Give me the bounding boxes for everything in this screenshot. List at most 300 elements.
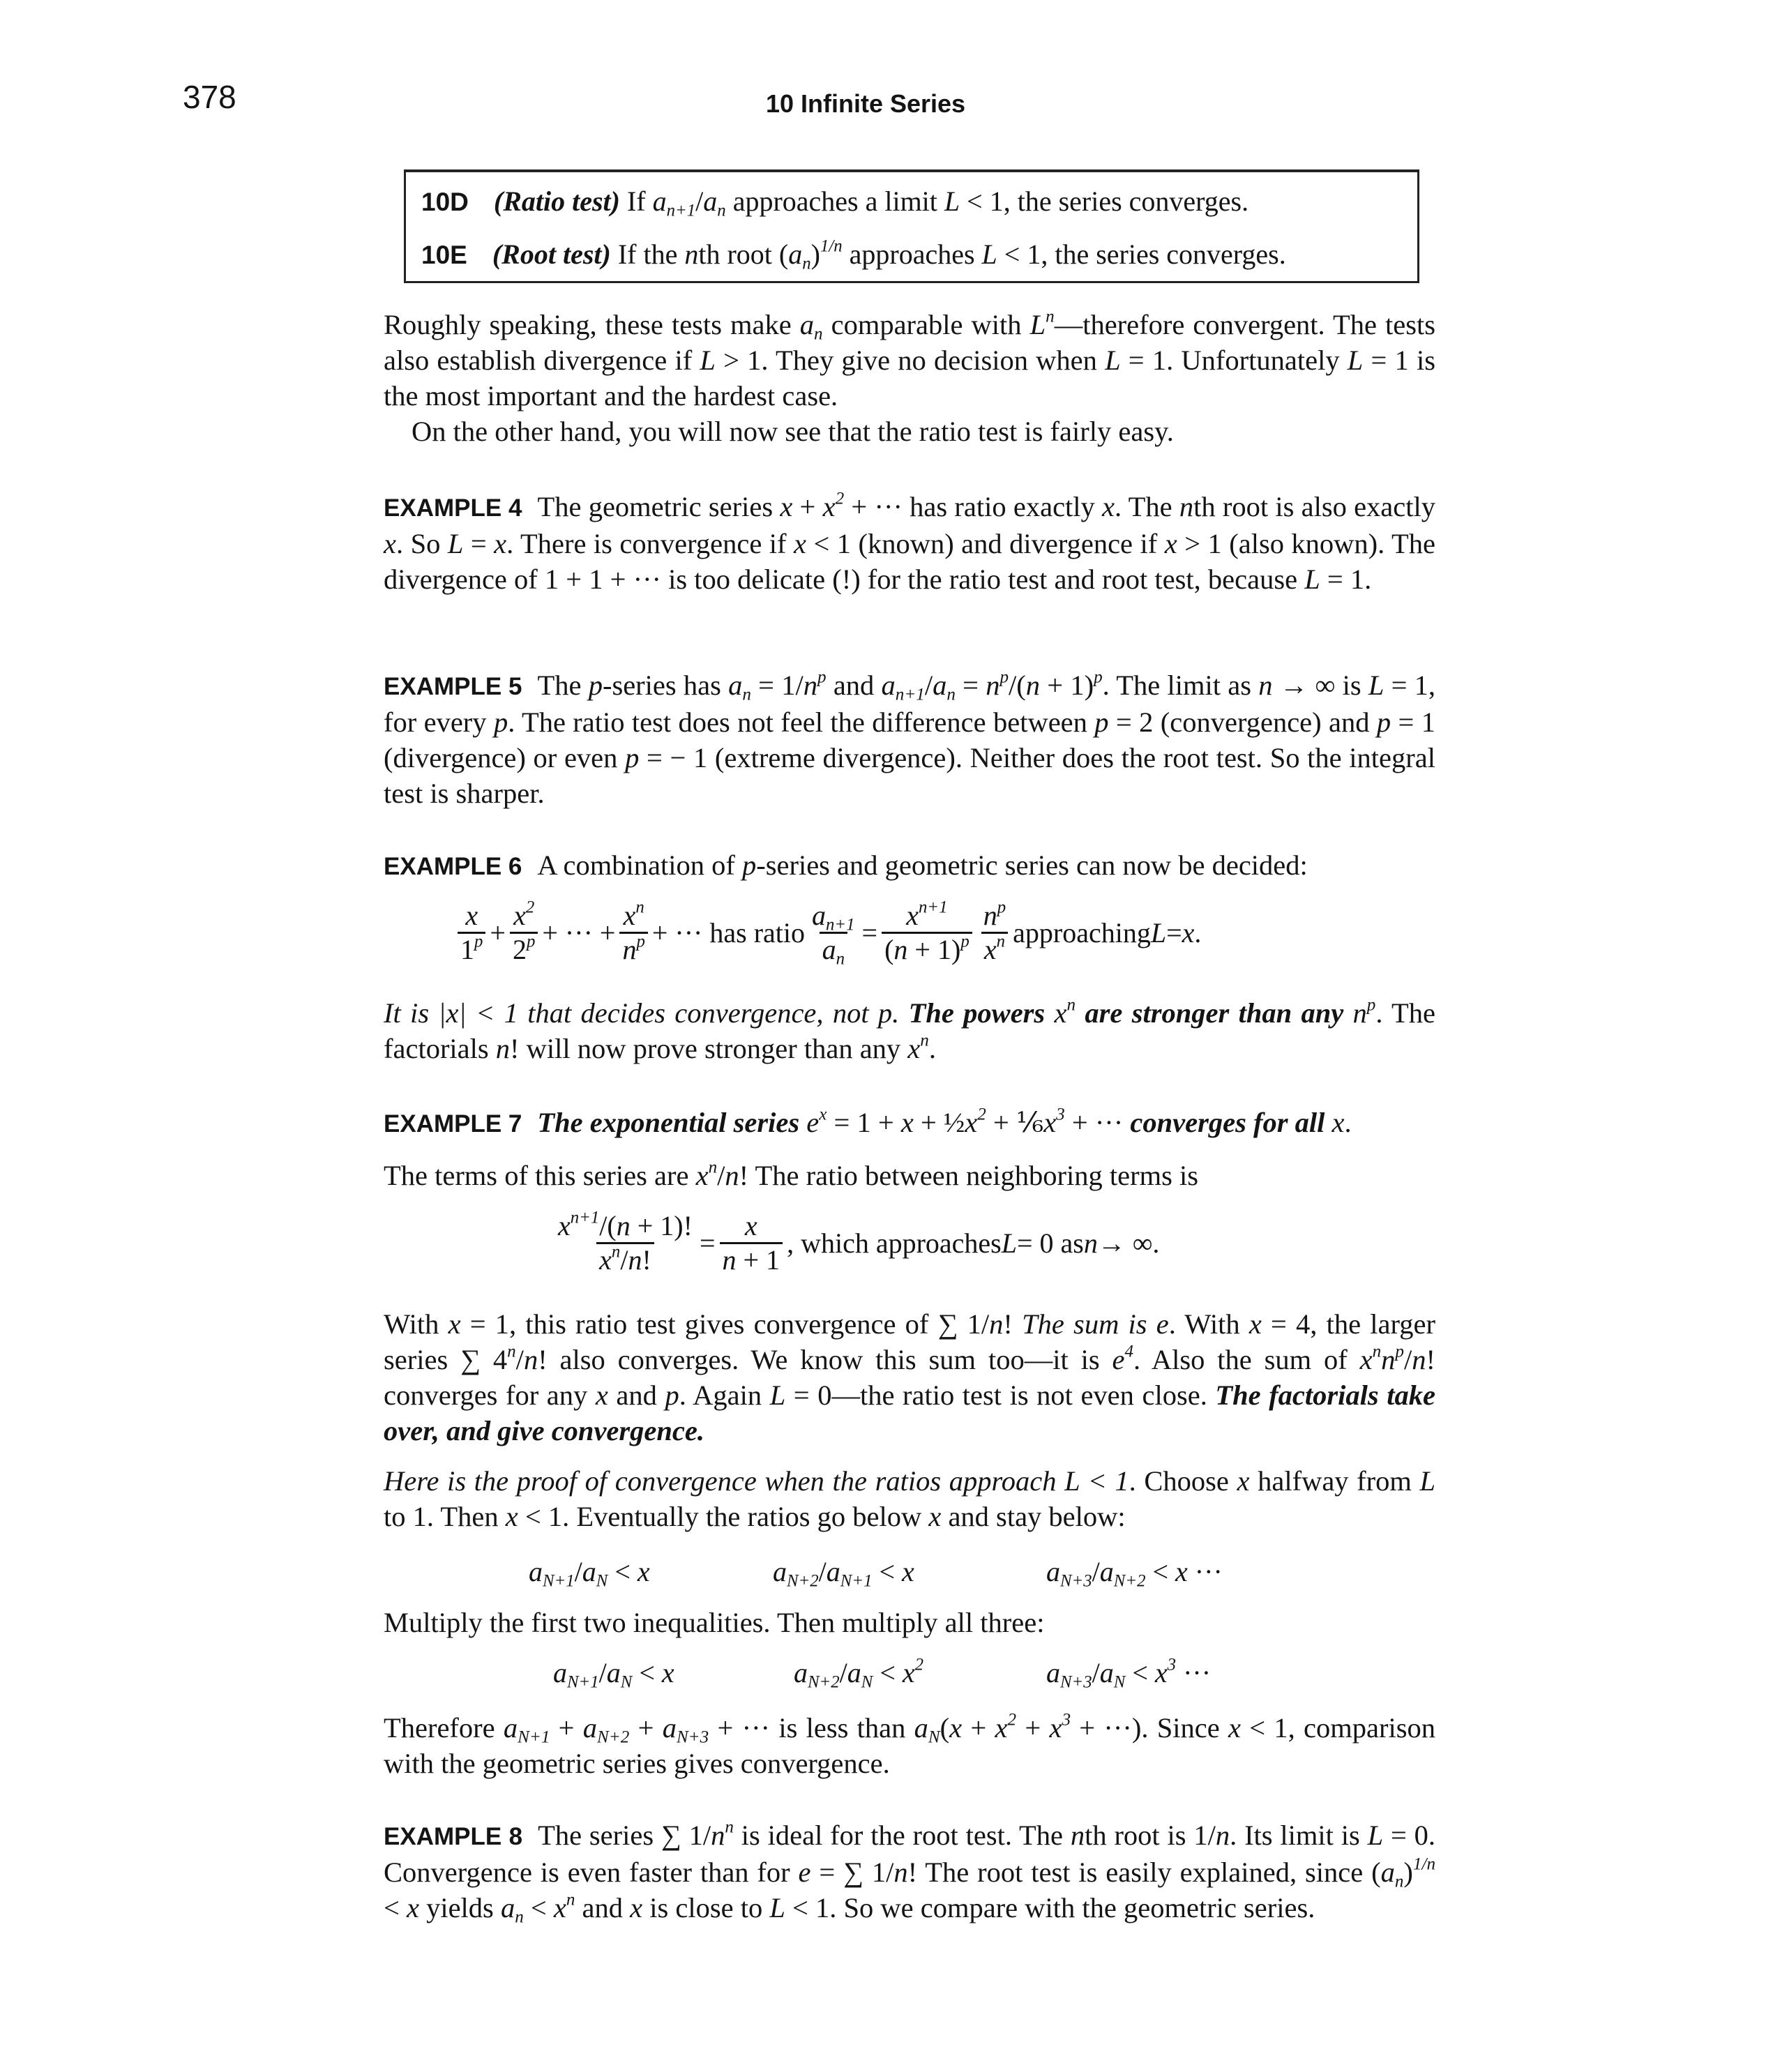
- text-run: < 1 (known) and divergence if: [806, 528, 1165, 559]
- text-run: yields: [418, 1892, 501, 1923]
- superscript: 2: [525, 898, 535, 917]
- test-label: 10D: [421, 188, 469, 216]
- superscript: p: [817, 667, 827, 687]
- text-run: Multiply the first two inequalities. Then multiply all three:: [384, 1607, 1045, 1638]
- text-run: x: [1228, 1712, 1241, 1744]
- text-run: ! will now prove stronger than any: [510, 1033, 908, 1064]
- text-run: x: [406, 1892, 419, 1923]
- page-number: 378: [183, 79, 236, 115]
- text-run: x: [995, 1712, 1008, 1744]
- subscript: N+2: [1113, 1571, 1146, 1591]
- fraction: [458, 900, 485, 966]
- text-run: and: [608, 1379, 665, 1411]
- superscript: n: [708, 1158, 718, 1177]
- text-run: a: [881, 670, 896, 701]
- text-run: L: [981, 239, 997, 270]
- text-run: x: [1154, 1657, 1168, 1688]
- paragraph: [384, 995, 1435, 1066]
- text-run: + ···). Since: [1071, 1712, 1228, 1744]
- text-run: → ∞.: [1097, 1227, 1160, 1259]
- test-10d: [421, 185, 1248, 218]
- numerator: [462, 900, 481, 932]
- text-run: x: [793, 528, 806, 559]
- fraction: [981, 900, 1009, 966]
- superscript: n: [1372, 1342, 1382, 1361]
- superscript: 2: [914, 1655, 924, 1674]
- text-run: = 1 is the most important and the hardest case.: [384, 345, 1435, 411]
- superscript: 3: [1056, 1105, 1065, 1124]
- text-run: <: [632, 1657, 662, 1688]
- text-run: . The ratio test does not feel the difference between: [508, 706, 1095, 738]
- text-run: L: [1367, 1820, 1384, 1851]
- inequalities-row-1: [0, 1555, 1773, 1590]
- text-run: =: [861, 917, 878, 948]
- text-run: n: [684, 239, 699, 270]
- inequality: [1046, 1555, 1223, 1591]
- numerator: [981, 900, 1009, 932]
- text-run: n: [983, 900, 997, 931]
- text-run: a: [606, 1657, 621, 1688]
- text-run: x: [1237, 1465, 1250, 1497]
- text-run: x: [949, 1712, 963, 1744]
- text-run: p: [1094, 706, 1109, 738]
- text-run: = 1 +: [827, 1107, 901, 1138]
- superscript: p: [526, 932, 536, 951]
- superscript: p: [474, 932, 483, 951]
- subscript: N: [620, 1672, 633, 1692]
- text-run: n: [722, 1244, 737, 1276]
- text-run: /: [515, 1344, 524, 1375]
- superscript: p: [999, 667, 1009, 687]
- text-run: = 0 as: [1016, 1227, 1084, 1259]
- text-run: a: [773, 1556, 787, 1587]
- text-run: —therefore convergent. The tests also establish divergence if: [384, 309, 1436, 376]
- text-run: comparable with: [822, 309, 1030, 340]
- text-run: L: [769, 1379, 786, 1411]
- text-run: (: [884, 934, 894, 965]
- paragraph: [384, 1463, 1435, 1534]
- text-run: = ∑ 1/: [810, 1857, 894, 1888]
- text-run: x: [637, 1556, 650, 1587]
- paragraph-after-example-6: [384, 995, 1435, 1066]
- text-run: to 1. Then: [384, 1501, 506, 1532]
- example-8: [384, 1817, 1435, 1926]
- text-run: n: [1258, 670, 1273, 701]
- inequality: [794, 1655, 924, 1692]
- text-run: . Also the sum of: [1133, 1344, 1360, 1375]
- text-run: ! also converges. We know this sum too—it is: [538, 1344, 1112, 1375]
- superscript: p: [1395, 1342, 1404, 1361]
- denominator: [820, 932, 847, 969]
- text-run: n: [725, 1160, 739, 1191]
- example-label: EXAMPLE 6: [384, 853, 522, 880]
- text-run: L: [1419, 1465, 1436, 1497]
- denominator: [720, 1242, 783, 1276]
- text-run: /: [574, 1556, 582, 1587]
- test-text: [493, 186, 1249, 220]
- test-label: 10E: [421, 241, 467, 269]
- text-run: x: [513, 900, 526, 931]
- text-run: x: [1043, 1107, 1057, 1138]
- text-run: n: [1381, 1344, 1396, 1375]
- text-run: = 0. Convergence is even faster than for: [384, 1820, 1435, 1888]
- text-run: L: [1304, 564, 1320, 595]
- text-run: = 1.: [1320, 564, 1372, 595]
- text-run: a: [582, 1712, 598, 1744]
- text-run: = 1, this ratio test gives convergence of ∑ 1/: [460, 1308, 990, 1340]
- superscript: n: [635, 898, 644, 917]
- text-run: a: [1099, 1556, 1114, 1587]
- inequality: [1046, 1655, 1212, 1692]
- text-run: . The factorials: [384, 997, 1436, 1064]
- text-run: + ½: [913, 1107, 965, 1138]
- text-run: /(: [1009, 670, 1026, 701]
- subscript: N: [596, 1571, 608, 1591]
- subscript: N+1: [840, 1571, 873, 1591]
- text-run: .: [928, 1033, 936, 1064]
- subscript: N+1: [543, 1571, 575, 1591]
- paragraph: [384, 414, 1435, 449]
- terms-paragraph: [384, 1158, 1435, 1193]
- fraction: [882, 900, 972, 966]
- superscript: 2: [977, 1105, 986, 1124]
- text-run: + ··· has ratio: [651, 917, 805, 948]
- running-header: [0, 89, 1773, 119]
- text-run: , which approaches: [787, 1227, 1002, 1259]
- text-run: x: [448, 1308, 461, 1340]
- example-text: [537, 849, 1307, 881]
- theorem-box: [404, 169, 1419, 283]
- text-run: x: [1175, 1556, 1188, 1587]
- superscript: p: [1094, 667, 1103, 687]
- text-run: +: [792, 491, 823, 522]
- text-run: n: [616, 1210, 631, 1241]
- subscript: N+2: [808, 1672, 840, 1692]
- text-run: . With: [1168, 1308, 1249, 1340]
- superscript: 1/n: [1412, 1854, 1436, 1874]
- text-run: n: [1412, 1344, 1426, 1375]
- superscript: n: [996, 932, 1005, 951]
- text-run: The geometric series: [537, 491, 780, 522]
- text-run: + 1)!: [630, 1210, 693, 1241]
- text-run: /: [1092, 1657, 1100, 1688]
- text-run: . The: [1115, 491, 1179, 522]
- text-run: +: [1016, 1712, 1050, 1744]
- text-run: + ··· is less than: [709, 1712, 914, 1744]
- text-run: The series ∑ 1/: [538, 1820, 711, 1851]
- example-label: EXAMPLE 5: [384, 673, 522, 700]
- text-run: a: [662, 1712, 677, 1744]
- text-run: n: [495, 1033, 511, 1064]
- with-paragraph: [384, 1306, 1435, 1449]
- text-run: x: [1049, 1712, 1062, 1744]
- text-run: L: [944, 186, 960, 217]
- therefore-paragraph: [384, 1710, 1435, 1781]
- text-run: and: [826, 670, 882, 701]
- text-run: a: [812, 900, 826, 931]
- superscript: p: [997, 898, 1006, 917]
- text-run: /: [598, 1657, 607, 1688]
- text-run: n: [1179, 491, 1194, 522]
- text-run: a: [652, 186, 667, 217]
- text-run: a: [703, 186, 718, 217]
- text-run: (: [940, 1712, 950, 1744]
- text-run: x: [558, 1210, 571, 1241]
- superscript: p: [1366, 995, 1376, 1015]
- subscript: N+2: [787, 1571, 819, 1591]
- text-run: L: [1150, 917, 1167, 948]
- subscript: n: [1394, 1872, 1404, 1891]
- superscript: n+1: [919, 898, 948, 917]
- text-run: ···: [1176, 1657, 1212, 1688]
- subscript: n+1: [895, 685, 925, 704]
- text-run: x: [928, 1501, 942, 1532]
- text-run: < 1, the series converges.: [997, 239, 1286, 270]
- text-run: x: [494, 528, 507, 559]
- text-run: The exponential series: [537, 1107, 807, 1138]
- example-4: [384, 489, 1435, 597]
- subscript: n: [515, 1907, 524, 1927]
- text-run: p: [1376, 706, 1391, 738]
- example-text: [537, 1107, 1351, 1138]
- inequality: [529, 1555, 650, 1591]
- fraction: [809, 900, 858, 969]
- text-run: ): [1403, 1857, 1413, 1888]
- text-run: n: [893, 934, 908, 965]
- example-text: [384, 667, 1436, 809]
- text-run: a: [847, 1657, 861, 1688]
- text-run: a: [799, 309, 814, 340]
- denominator: [882, 932, 972, 966]
- text-run: (Root test): [492, 239, 611, 270]
- paragraph: [384, 307, 1435, 414]
- text-run: a: [1099, 1657, 1114, 1688]
- text-run: a: [794, 1657, 808, 1688]
- text-run: x: [599, 1244, 612, 1276]
- text-run: a: [553, 1657, 567, 1688]
- text-run: + ··· +: [542, 917, 616, 948]
- text-run: a: [728, 670, 743, 701]
- text-run: = 1/: [750, 670, 803, 701]
- proof-paragraph: [384, 1463, 1435, 1534]
- text-run: a: [529, 1556, 543, 1587]
- text-run: are stronger than any: [1076, 997, 1353, 1029]
- text-run: The factorials take over, and give convergence.: [384, 1379, 1435, 1446]
- text-run: /: [620, 1244, 628, 1276]
- text-run: -series has: [602, 670, 729, 701]
- text-run: /: [1403, 1344, 1412, 1375]
- text-run: x: [822, 491, 836, 522]
- subscript: N: [1113, 1672, 1126, 1692]
- superscript: p: [636, 932, 645, 951]
- numerator: [742, 1210, 760, 1242]
- intro-paragraph: [384, 307, 1435, 449]
- text-run: Roughly speaking, these tests make: [384, 309, 800, 340]
- text-run: = 2 (convergence) and: [1108, 706, 1377, 738]
- text-run: a: [500, 1892, 515, 1923]
- text-run: x: [1164, 528, 1177, 559]
- text-run: n: [711, 1820, 725, 1851]
- fraction: [510, 900, 538, 966]
- text-run: x: [1182, 917, 1195, 948]
- text-run: .: [1194, 917, 1202, 948]
- text-run: e: [806, 1107, 820, 1138]
- text-run: x: [465, 900, 478, 931]
- paragraph: [384, 1605, 1435, 1640]
- text-run: x: [505, 1501, 518, 1532]
- subscript: n: [717, 201, 726, 220]
- text-run: n: [893, 1857, 908, 1888]
- text-run: + ··· has ratio exactly: [844, 491, 1103, 522]
- subscript: N+1: [518, 1727, 550, 1747]
- text-run: n: [628, 1244, 642, 1276]
- example-text: [384, 491, 1435, 595]
- text-run: 2: [512, 934, 527, 965]
- text-run: a: [582, 1556, 596, 1587]
- text-run: <: [873, 1657, 903, 1688]
- text-run: If the: [610, 239, 685, 270]
- example-label: EXAMPLE 8: [384, 1823, 523, 1850]
- numerator: [555, 1210, 695, 1242]
- text-run: x: [965, 1107, 978, 1138]
- fraction: [720, 1210, 783, 1276]
- text-run: +: [629, 1712, 663, 1744]
- text-run: n: [1352, 997, 1367, 1029]
- text-run: x: [1248, 1308, 1262, 1340]
- text-run: x: [906, 900, 919, 931]
- text-run: L: [1001, 1227, 1017, 1259]
- text-run: ! converges for any: [384, 1344, 1435, 1411]
- superscript: 4: [1124, 1342, 1134, 1361]
- text-run: x: [630, 1892, 643, 1923]
- text-run: = 1, for every: [384, 670, 1436, 738]
- text-run: /: [839, 1657, 847, 1688]
- example-7: [384, 1105, 1435, 1142]
- superscript: p: [960, 932, 970, 951]
- superscript: 3: [1062, 1710, 1071, 1730]
- text-run: A combination of: [537, 849, 742, 881]
- text-run: n: [803, 670, 818, 701]
- example-text: [384, 1817, 1436, 1927]
- text-run: is ideal for the root test. The: [733, 1820, 1071, 1851]
- text-run: /: [818, 1556, 827, 1587]
- text-run: x: [1102, 491, 1115, 522]
- text-run: x: [623, 900, 636, 931]
- text-run: The terms of this series are: [384, 1160, 696, 1191]
- text-run: a: [933, 670, 947, 701]
- text-run: th root (: [698, 239, 789, 270]
- text-run: = − 1 (extreme divergence). Neither does the root test. So the integral test is sharper.: [384, 742, 1435, 809]
- text-run: a: [822, 934, 836, 965]
- subscript: n: [802, 254, 811, 273]
- text-run: +: [550, 1712, 583, 1744]
- text-run: is close to: [642, 1892, 770, 1923]
- text-run: a: [826, 1556, 840, 1587]
- text-run: Here is the proof of convergence when the ratios approach L < 1: [384, 1465, 1129, 1497]
- superscript: x: [819, 1105, 827, 1124]
- text-run: The powers: [908, 997, 1055, 1029]
- superscript: n: [725, 1817, 734, 1837]
- text-run: <: [523, 1892, 554, 1923]
- text-run: +: [962, 1712, 995, 1744]
- inequality: [553, 1656, 674, 1692]
- text-run: and: [575, 1892, 631, 1923]
- text-run: > 1 (also known). The divergence of 1 + 1 + ··· is too delicate (!) for the ratio test and root test, because: [384, 528, 1435, 595]
- text-run: a: [1046, 1657, 1060, 1688]
- text-run: a: [1046, 1556, 1060, 1587]
- subscript: N: [861, 1672, 873, 1692]
- formula-exponential-ratio: [551, 1210, 1159, 1276]
- fraction: [619, 900, 647, 966]
- superscript: 3: [1167, 1655, 1177, 1674]
- text-run: + 1): [907, 934, 961, 965]
- text-run: p: [741, 849, 757, 881]
- text-run: x: [1054, 997, 1067, 1029]
- text-run: = 4, the larger series ∑ 4: [384, 1308, 1435, 1375]
- text-run: n: [1025, 670, 1041, 701]
- superscript: n: [611, 1242, 621, 1262]
- text-run: !: [642, 1244, 651, 1276]
- text-run: x: [902, 1657, 915, 1688]
- text-run: < 1. So we compare with the geometric series.: [785, 1892, 1315, 1923]
- paragraph: [384, 1306, 1435, 1449]
- text-run: n: [1070, 1820, 1085, 1851]
- subscript: N+2: [597, 1727, 630, 1747]
- text-run: p: [625, 742, 640, 773]
- text-run: <: [1145, 1556, 1176, 1587]
- numerator: [511, 900, 537, 932]
- text-run: approaches: [842, 239, 982, 270]
- text-run: The: [537, 670, 589, 701]
- text-run: = 1. Unfortunately: [1120, 345, 1348, 376]
- text-run: p: [493, 706, 508, 738]
- text-run: L: [1029, 309, 1046, 340]
- example-label: EXAMPLE 4: [384, 494, 522, 522]
- numerator: [621, 900, 647, 932]
- text-run: /(: [599, 1210, 617, 1241]
- test-10e: [421, 238, 1286, 271]
- text-run: On the other hand, you will now see that the ratio test is fairly easy.: [412, 416, 1174, 447]
- denominator: [619, 932, 647, 966]
- numerator: [809, 900, 858, 935]
- example-5: [384, 667, 1435, 811]
- multiply-paragraph: [384, 1605, 1435, 1640]
- subscript: N+1: [567, 1672, 599, 1692]
- text-run: x: [902, 1556, 914, 1587]
- text-run: -series and geometric series can now be decided:: [756, 849, 1308, 881]
- superscript: n: [1046, 307, 1055, 326]
- subscript: n+1: [826, 915, 855, 935]
- numerator: [903, 900, 950, 932]
- text-run: th root is 1/: [1085, 1820, 1216, 1851]
- fraction: [555, 1210, 695, 1276]
- subscript: N+3: [1060, 1672, 1092, 1692]
- running-header-text: 10 Infinite Series: [765, 89, 966, 118]
- text-run: =: [955, 670, 986, 701]
- subscript: n: [946, 685, 956, 704]
- text-run: + ···: [1064, 1107, 1131, 1138]
- text-run: n: [1215, 1820, 1230, 1851]
- text-run: L: [700, 345, 716, 376]
- text-run: n: [986, 670, 1000, 701]
- text-run: = 0—the ratio test is not even close.: [785, 1379, 1216, 1411]
- text-run: Therefore: [384, 1712, 504, 1744]
- text-run: x: [384, 528, 396, 559]
- text-run: ): [810, 239, 820, 270]
- text-run: /: [717, 1160, 725, 1191]
- paragraph: [384, 1710, 1435, 1781]
- text-run: n: [523, 1344, 538, 1375]
